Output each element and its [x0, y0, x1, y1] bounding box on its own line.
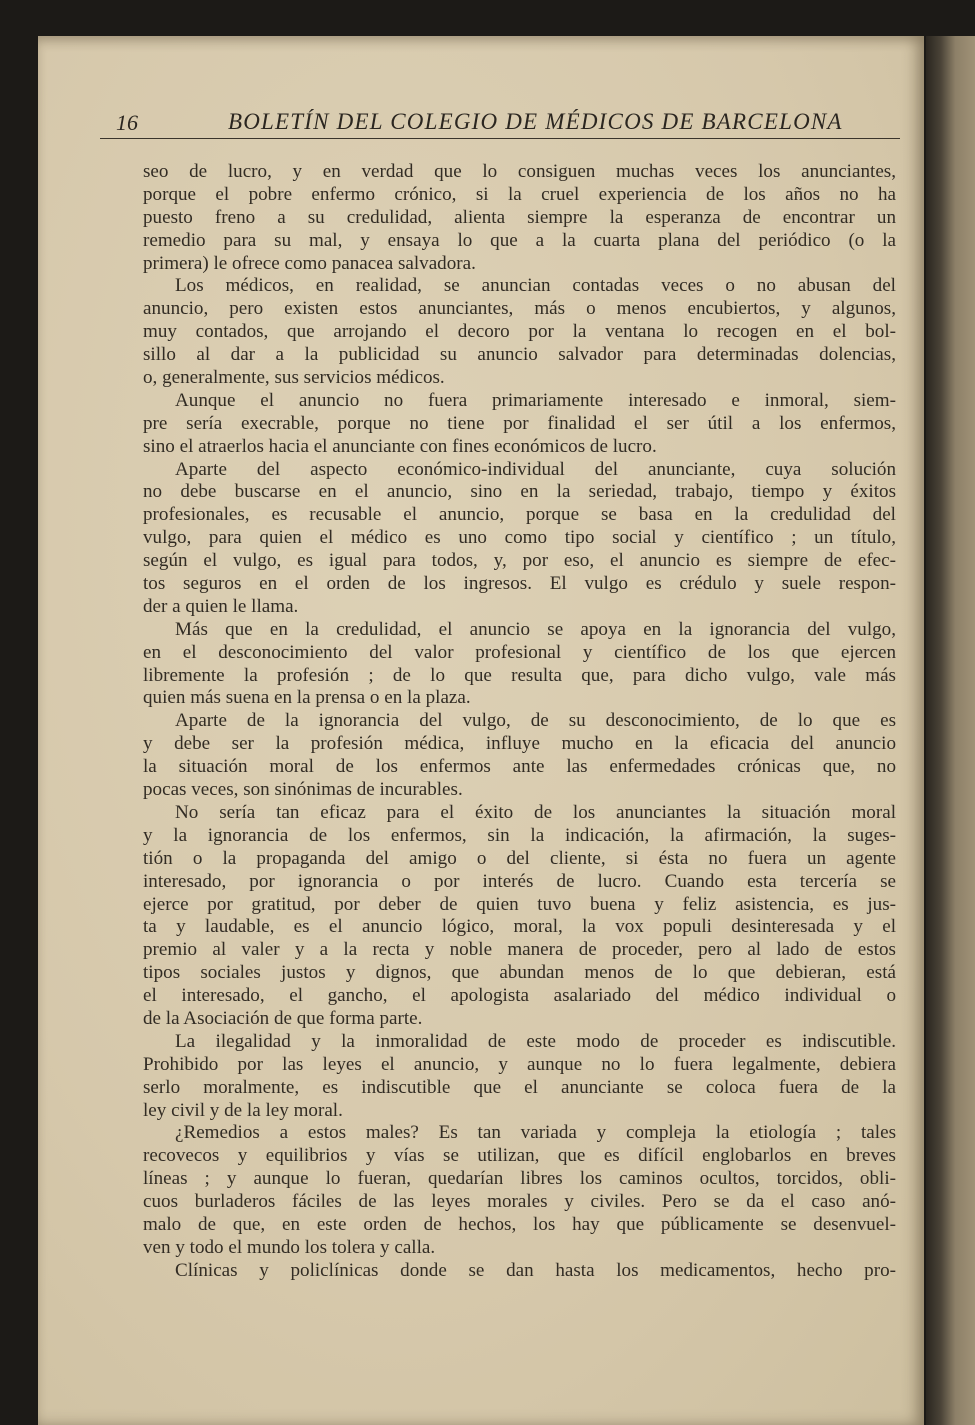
text-line: ven y todo el mundo los tolera y calla. [143, 1236, 436, 1258]
text-line: no debe buscarse en el anuncio, sino en la seriedad, trabajo, tiempo y éxitos [143, 481, 896, 503]
text-line: interesado, por ignorancia o por interés de lucro. Cuando esta tercería se [143, 870, 896, 892]
text-line: el interesado, el gancho, el apologista asalariado del médico individual o [143, 985, 896, 1007]
text-line: quien más suena en la prensa o en la plaza. [143, 687, 471, 709]
text-line: según el vulgo, es igual para todos, y, por eso, el anuncio es siempre de efec- [143, 550, 896, 572]
text-line: Aunque el anuncio no fuera primariamente interesado e inmoral, siem- [175, 389, 896, 411]
article-body [143, 161, 896, 1283]
text-line: pocas veces, son sinónimas de incurables. [143, 779, 463, 801]
text-line: profesionales, es recusable el anuncio, porque se basa en la credulidad del [143, 504, 896, 526]
text-line: seo de lucro, y en verdad que lo consiguen muchas veces los anunciantes, [143, 161, 896, 182]
text-line: tos seguros en el orden de los ingresos. El vulgo es crédulo y suele respon- [143, 573, 896, 595]
text-line: la situación moral de los enfermos ante las enfermedades crónicas que, no [143, 756, 896, 778]
text-line: anuncio, pero existen estos anunciantes, más o menos encubiertos, y algunos, [143, 298, 896, 320]
text-line: der a quien le llama. [143, 595, 299, 617]
text-line: Aparte de la ignorancia del vulgo, de su desconocimiento, de lo que es [175, 710, 896, 732]
text-line: y debe ser la profesión médica, influye mucho en la eficacia del anuncio [143, 733, 896, 755]
adjacent-page-edge [926, 36, 975, 1425]
text-line: en el desconocimiento del valor profesional y científico de los que ejercen [143, 641, 896, 663]
text-line: Prohibido por las leyes el anuncio, y aunque no lo fuera legalmente, debiera [143, 1053, 896, 1075]
text-line: Los médicos, en realidad, se anuncian contadas veces o no abusan del [175, 275, 896, 297]
text-line: líneas ; y aunque lo fueran, quedarían libres los caminos ocultos, torcidos, obli- [143, 1168, 896, 1190]
page-number: 16 [116, 110, 138, 135]
text-line: premio al valer y a la recta y noble manera de proceder, pero al lado de estos [143, 939, 896, 961]
text-line: tión o la propaganda del amigo o del cliente, si ésta no fuera un agente [143, 847, 896, 869]
text-line: vulgo, para quien el médico es uno como tipo social y científico ; un título, [143, 527, 896, 549]
text-line: de la Asociación de que forma parte. [143, 1007, 423, 1029]
text-line: tipos sociales justos y dignos, que abundan menos de lo que debieran, está [143, 962, 896, 984]
text-line: ¿Remedios a estos males? Es tan variada y compleja la etiología ; tales [175, 1122, 896, 1144]
text-line: Más que en la credulidad, el anuncio se apoya en la ignorancia del vulgo, [175, 618, 896, 640]
journal-title: BOLETÍN DEL COLEGIO DE MÉDICOS DE BARCELONA [228, 109, 843, 134]
text-line: cuos burladeros fáciles de las leyes morales y civiles. Pero se da el caso anó- [143, 1191, 896, 1213]
text-line: ley civil y de la ley moral. [143, 1099, 343, 1121]
text-line: sino el atraerlos hacia el anunciante con fines económicos de lucro. [143, 435, 657, 457]
text-line: primera) le ofrece como panacea salvadora. [143, 252, 476, 274]
text-line: muy contados, que arrojando el decoro por la ventana lo recogen en el bol- [143, 321, 896, 343]
text-line: puesto freno a su credulidad, alienta siempre la esperanza de encontrar un [143, 206, 896, 228]
text-line: Aparte del aspecto económico-individual del anunciante, cuya solución [175, 458, 896, 480]
text-line: libremente la profesión ; de lo que resulta que, para dicho vulgo, vale más [143, 664, 896, 686]
running-header [100, 104, 900, 139]
text-line: y la ignorancia de los enfermos, sin la indicación, la afirmación, la suges- [143, 824, 896, 846]
text-line: No sería tan eficaz para el éxito de los anunciantes la situación moral [175, 801, 896, 823]
text-line: recovecos y equilibrios y vías se utilizan, que es difícil englobarlos en breves [143, 1145, 896, 1167]
text-line: serlo moralmente, es indiscutible que el anunciante se coloca fuera de la [143, 1076, 896, 1098]
text-line: pre sería execrable, porque no tiene por finalidad el ser útil a los enfermos, [143, 412, 896, 434]
text-line: remedio para su mal, y ensaya lo que a la cuarta plana del periódico (o la [143, 229, 896, 251]
text-line: malo de que, en este orden de hechos, los hay que públicamente se desenvuel- [143, 1213, 896, 1235]
text-line: o, generalmente, sus servicios médicos. [143, 367, 445, 389]
text-line: ejerce por gratitud, por deber de quien tuvo buena y feliz asistencia, es jus- [143, 893, 896, 915]
text-line: La ilegalidad y la inmoralidad de este modo de proceder es indiscutible. [175, 1030, 896, 1052]
text-line: sillo al dar a la publicidad su anuncio salvador para determinadas dolencias, [143, 344, 896, 366]
text-line: porque el pobre enfermo crónico, si la cruel experiencia de los años no ha [143, 183, 896, 205]
text-line: ta y laudable, es el anuncio lógico, moral, la vox populi desinteresada y el [143, 916, 896, 938]
text-line: Clínicas y policlínicas donde se dan hasta los medicamentos, hecho pro- [175, 1259, 896, 1281]
